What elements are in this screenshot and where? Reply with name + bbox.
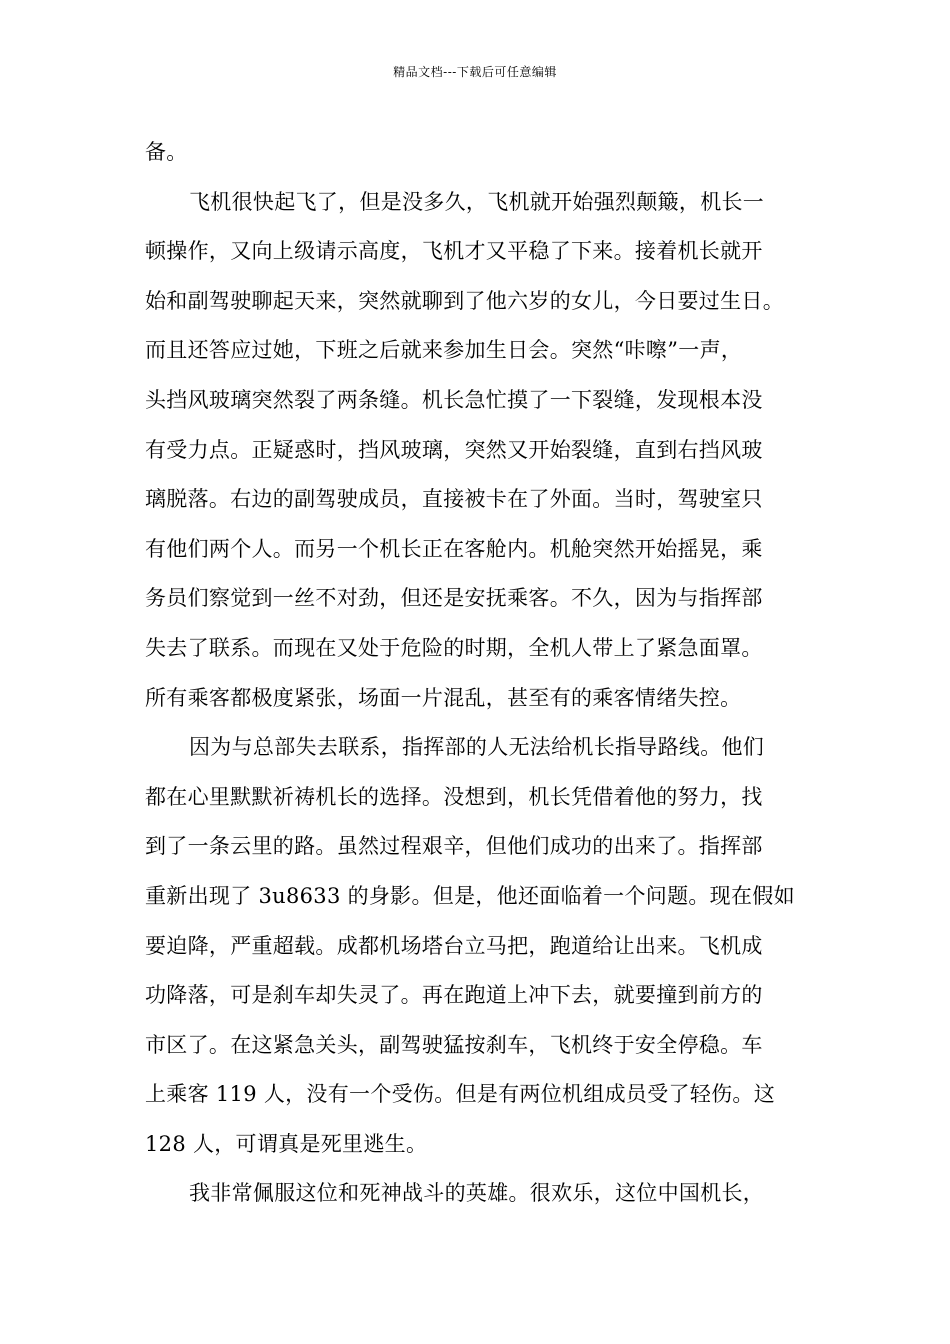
text-line: 而且还答应过她，下班之后就来参加生日会。突然“咔嚓”一声， xyxy=(145,338,743,363)
text-line: 128 人，可谓真是死里逃生。 xyxy=(145,1131,428,1156)
text-line: 重新出现了 3u8633 的身影。但是，他还面临着一个问题。现在假如 xyxy=(145,883,795,908)
text-line: 上乘客 119 人，没有一个受伤。但是有两位机组成员受了轻伤。这 xyxy=(145,1082,776,1107)
text-line: 因为与总部失去联系，指挥部的人无法给机长指导路线。他们 xyxy=(189,735,765,760)
text-line: 所有乘客都极度紧张，场面一片混乱，甚至有的乘客情绪失控。 xyxy=(145,685,742,710)
text-line: 市区了。在这紧急关头，副驾驶猛按刹车，飞机终于安全停稳。车 xyxy=(145,1032,763,1057)
text-line: 失去了联系。而现在又处于危险的时期，全机人带上了紧急面罩。 xyxy=(145,635,763,660)
text-line: 有受力点。正疑惑时，挡风玻璃，突然又开始裂缝，直到右挡风玻 xyxy=(145,437,763,462)
text-line: 始和副驾驶聊起天来，突然就聊到了他六岁的女儿，今日要过生日。 xyxy=(145,288,784,313)
text-line: 璃脱落。右边的副驾驶成员，直接被卡在了外面。当时，驾驶室只 xyxy=(145,487,763,512)
text-line: 飞机很快起飞了，但是没多久，飞机就开始强烈颠簸，机长一 xyxy=(189,189,765,214)
text-line: 都在心里默默祈祷机长的选择。没想到，机长凭借着他的努力，找 xyxy=(145,784,763,809)
text-line: 有他们两个人。而另一个机长正在客舱内。机舱突然开始摇晃，乘 xyxy=(145,536,763,561)
text-line: 头挡风玻璃突然裂了两条缝。机长急忙摸了一下裂缝，发现根本没 xyxy=(145,387,763,412)
text-line: 到了一条云里的路。虽然过程艰辛，但他们成功的出来了。指挥部 xyxy=(145,834,763,859)
text-line: 我非常佩服这位和死神战斗的英雄。很欢乐，这位中国机长， xyxy=(189,1181,765,1206)
text-line: 备。 xyxy=(145,140,188,164)
text-line: 顿操作，又向上级请示高度，飞机才又平稳了下来。接着机长就开 xyxy=(145,239,763,264)
text-line: 务员们察觉到一丝不对劲，但还是安抚乘客。不久，因为与指挥部 xyxy=(145,586,763,611)
text-line: 要迫降，严重超载。成都机场塔台立马把，跑道给让出来。飞机成 xyxy=(145,933,763,958)
document-body xyxy=(145,128,835,1219)
page-header: 精品文档---下载后可任意编辑 xyxy=(393,65,557,79)
text-line: 功降落，可是刹车却失灵了。再在跑道上冲下去，就要撞到前方的 xyxy=(145,983,763,1008)
